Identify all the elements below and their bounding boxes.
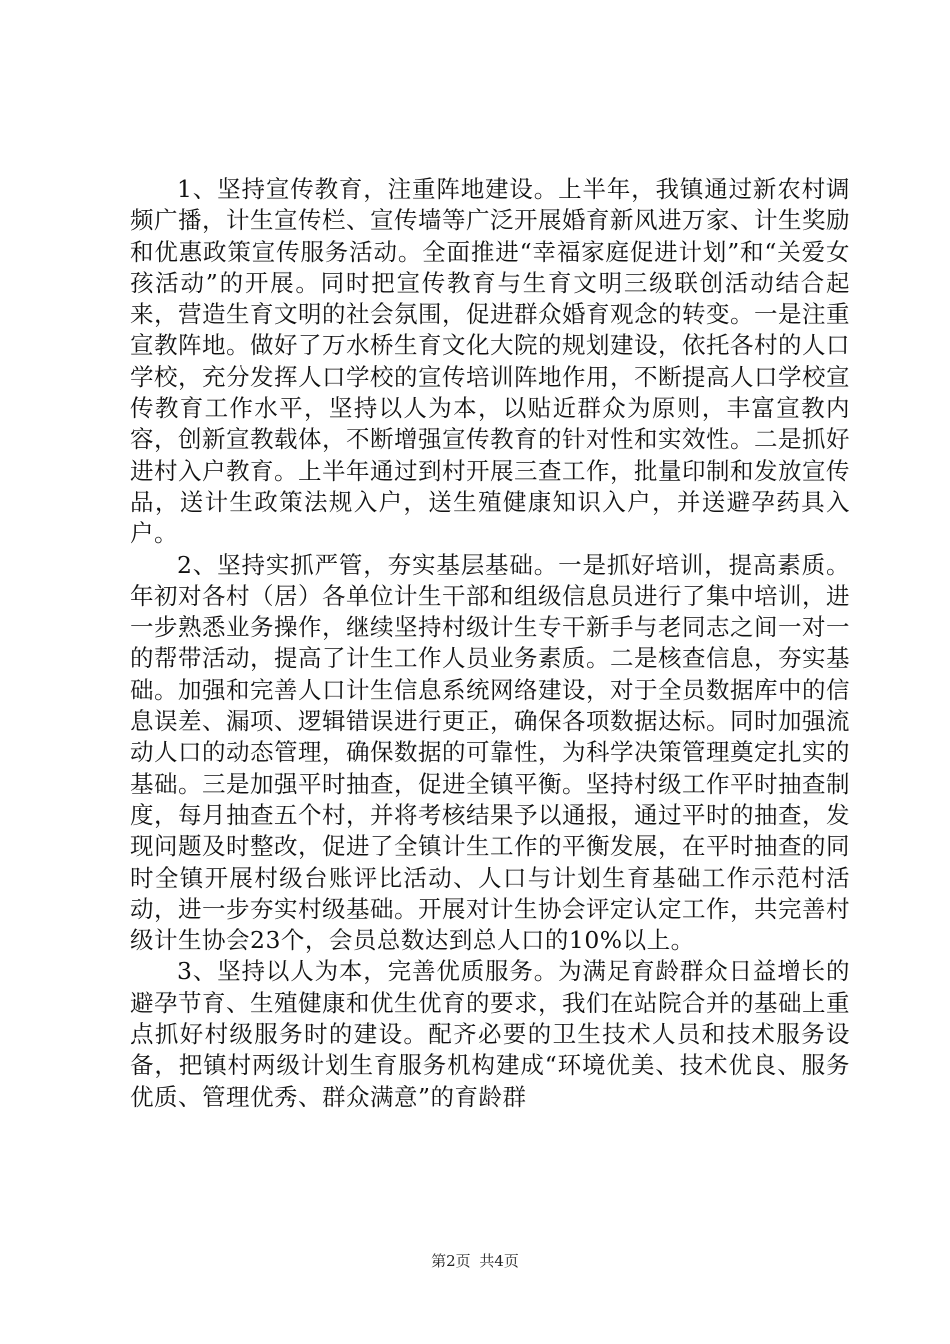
paragraph-3: 3、坚持以人为本，完善优质服务。为满足育龄群众日益增长的避孕节育、生殖健康和优生优育的要求，我们在站院合并的基础上重点抓好村级服务时的建设。配齐必要的卫生技术人员和技术服务设备，把镇村两级计划生育服务机构建成“环境优美、技术优良、服务优质、管理优秀、群众满意”的育龄群 (130, 957, 850, 1111)
paragraph-1: 1、坚持宣传教育，注重阵地建设。上半年，我镇通过新农村调频广播，计生宣传栏、宣传墙等广泛开展婚育新风进万家、计生奖励和优惠政策宣传服务活动。全面推进“幸福家庭促进计划”和“关爱女孩活动”的开展。同时把宣传教育与生育文明三级联创活动结合起来，营造生育文明的社会氛围，促进群众婚育观念的转变。一是注重宣教阵地。做好了万水桥生育文化大院的规划建设，依托各村的人口学校，充分发挥人口学校的宣传培训阵地作用，不断提高人口学校宣传教育工作水平，坚持以人为本，以贴近群众为原则，丰富宣教内容，创新宣教载体，不断增强宣传教育的针对性和实效性。二是抓好进村入户教育。上半年通过到村开展三查工作，批量印制和发放宣传品，送计生政策法规入户，送生殖健康知识入户，并送避孕药具入户。 (130, 175, 850, 548)
page-footer (0, 1251, 950, 1271)
page-total: 共4页 (479, 1252, 519, 1270)
paragraph-2: 2、坚持实抓严管，夯实基层基础。一是抓好培训，提高素质。年初对各村（居）各单位计生干部和组级信息员进行了集中培训，进一步熟悉业务操作，继续坚持村级计生专干新手与老同志之间一对一的帮带活动，提高了计生工作人员业务素质。二是核查信息，夯实基础。加强和完善人口计生信息系统网络建设，对于全员数据库中的信息误差、漏项、逻辑错误进行更正，确保各项数据达标。同时加强流动人口的动态管理，确保数据的可靠性，为科学决策管理奠定扎实的基础。三是加强平时抽查，促进全镇平衡。坚持村级工作平时抽查制度，每月抽查五个村，并将考核结果予以通报，通过平时的抽查，发现问题及时整改，促进了全镇计生工作的平衡发展，在平时抽查的同时全镇开展村级台账评比活动、人口与计划生育基础工作示范村活动，进一步夯实村级基础。开展对计生协会评定认定工作，共完善村级计生协会23个，会员总数达到总人口的10%以上。 (130, 550, 850, 955)
document-body (130, 174, 850, 1113)
page-number: 第2页 (431, 1252, 471, 1270)
